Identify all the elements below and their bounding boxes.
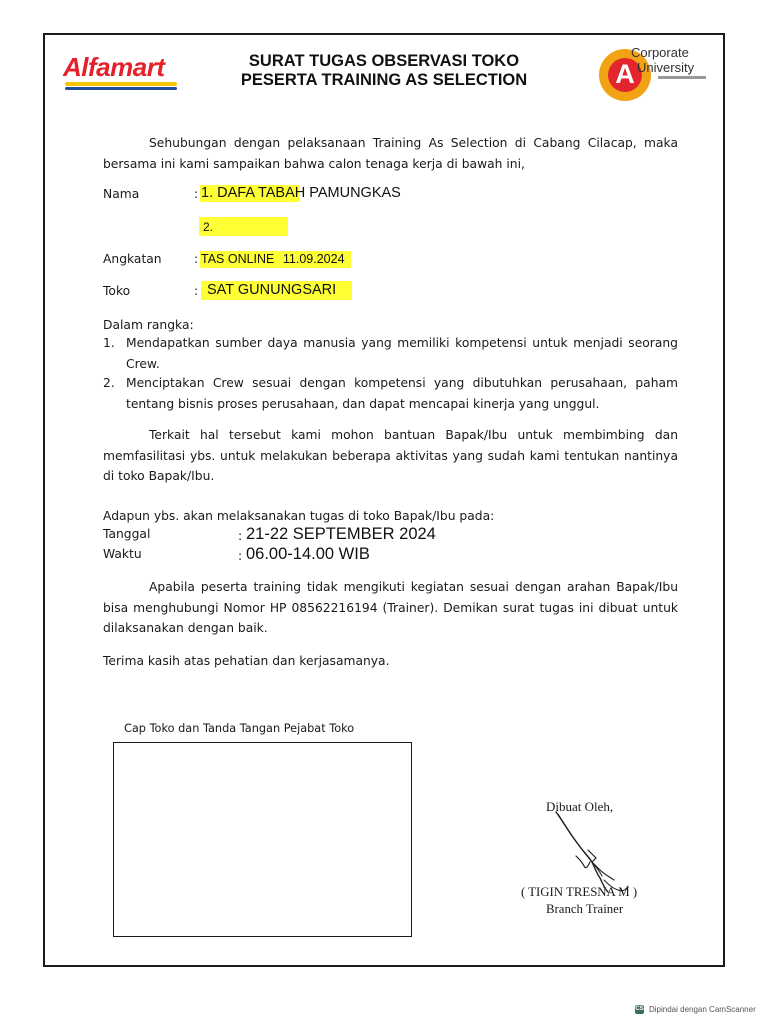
logo-swoosh-yellow bbox=[65, 82, 177, 86]
dalam-rangka-heading: Dalam rangka: bbox=[103, 318, 194, 332]
camscanner-text: Dipindai dengan CamScanner bbox=[649, 1005, 756, 1014]
stamp-label: Cap Toko dan Tanda Tangan Pejabat Toko bbox=[124, 722, 355, 735]
intro-paragraph: Sehubungan dengan pelaksanaan Training As Selection di Cabang Cilacap, maka bersama ini kami sampaikan bahwa calon tenaga kerja di bawah ini, bbox=[103, 136, 678, 171]
camscanner-icon: CS bbox=[635, 1006, 644, 1012]
logo-swoosh-blue bbox=[65, 87, 177, 90]
signer-name: ( TIGIN TRESNA M ) bbox=[521, 885, 638, 899]
angkatan-highlight bbox=[200, 251, 351, 268]
list-item-text: Mendapatkan sumber daya manusia yang memiliki kompetensi untuk menjadi seorang Crew. bbox=[126, 336, 678, 371]
angkatan-colon: : bbox=[194, 252, 199, 266]
nama-value-1: 1. DAFA TABAH PAMUNGKAS bbox=[201, 185, 401, 201]
toko-label: Toko bbox=[103, 284, 131, 298]
cu-logo-text: Corporate University bbox=[631, 45, 695, 75]
tanggal-label: Tanggal bbox=[103, 527, 151, 541]
list-item-number: 1. bbox=[103, 336, 115, 350]
signer-role: Branch Trainer bbox=[546, 902, 624, 916]
document-title bbox=[215, 52, 553, 90]
angkatan-label: Angkatan bbox=[103, 252, 162, 266]
cu-logo-tagline bbox=[658, 76, 706, 79]
nama-colon: : bbox=[194, 187, 199, 201]
waktu-label: Waktu bbox=[103, 547, 142, 561]
title-line-1: SURAT TUGAS OBSERVASI TOKO bbox=[248, 52, 520, 70]
terkait-paragraph: Terkait hal tersebut kami mohon bantuan Bapak/Ibu untuk membimbing dan memfasilitasi ybs. untuk melakukan beberapa aktivitas yang sudah kami tentukan nantinya di toko Bapak/Ibu. bbox=[103, 428, 678, 483]
nama-label: Nama bbox=[103, 187, 140, 201]
apabila-paragraph: Apabila peserta training tidak mengikuti kegiatan sesuai dengan arahan Bapak/Ibu bisa menghubungi Nomor HP 08562216194 (Trainer). Demikan surat tugas ini dibuat untuk dilaksanakan dengan baik. bbox=[103, 580, 678, 635]
list-item bbox=[103, 333, 678, 374]
camscanner-badge bbox=[635, 1005, 756, 1014]
list-item-text: Menciptakan Crew sesuai dengan kompetensi yang dibutuhkan perusahaan, paham tentang bisnis proses perusahaan, dan dapat mencapai kinerja yang unggul. bbox=[126, 376, 678, 411]
alfamart-logo bbox=[63, 52, 179, 92]
waktu-value: 06.00-14.00 WIB bbox=[246, 545, 370, 563]
angkatan-date: 11.09.2024 bbox=[282, 252, 345, 266]
cu-logo-glyph: A bbox=[615, 59, 635, 89]
nama-value-2: 2. bbox=[199, 217, 288, 236]
signature-made-by: Dibuat Oleh, bbox=[546, 799, 614, 814]
stamp-signature-box bbox=[113, 742, 412, 937]
list-item bbox=[103, 373, 678, 414]
alfamart-wordmark: Alfamart bbox=[63, 52, 165, 82]
waktu-colon: : bbox=[238, 549, 243, 563]
title-line-2: PESERTA TRAINING AS SELECTION bbox=[240, 71, 528, 89]
toko-value: SAT GUNUNGSARI bbox=[201, 281, 352, 300]
corporate-university-logo bbox=[598, 44, 713, 102]
tanggal-colon: : bbox=[238, 529, 243, 543]
toko-colon: : bbox=[194, 284, 199, 298]
tanggal-value: 21-22 SEPTEMBER 2024 bbox=[246, 525, 436, 543]
schedule-intro: Adapun ybs. akan melaksanakan tugas di toko Bapak/Ibu pada: bbox=[103, 509, 495, 523]
list-item-number: 2. bbox=[103, 376, 115, 390]
closing-text: Terima kasih atas pehatian dan kerjasamanya. bbox=[103, 654, 390, 668]
angkatan-program: TAS ONLINE bbox=[201, 252, 275, 266]
